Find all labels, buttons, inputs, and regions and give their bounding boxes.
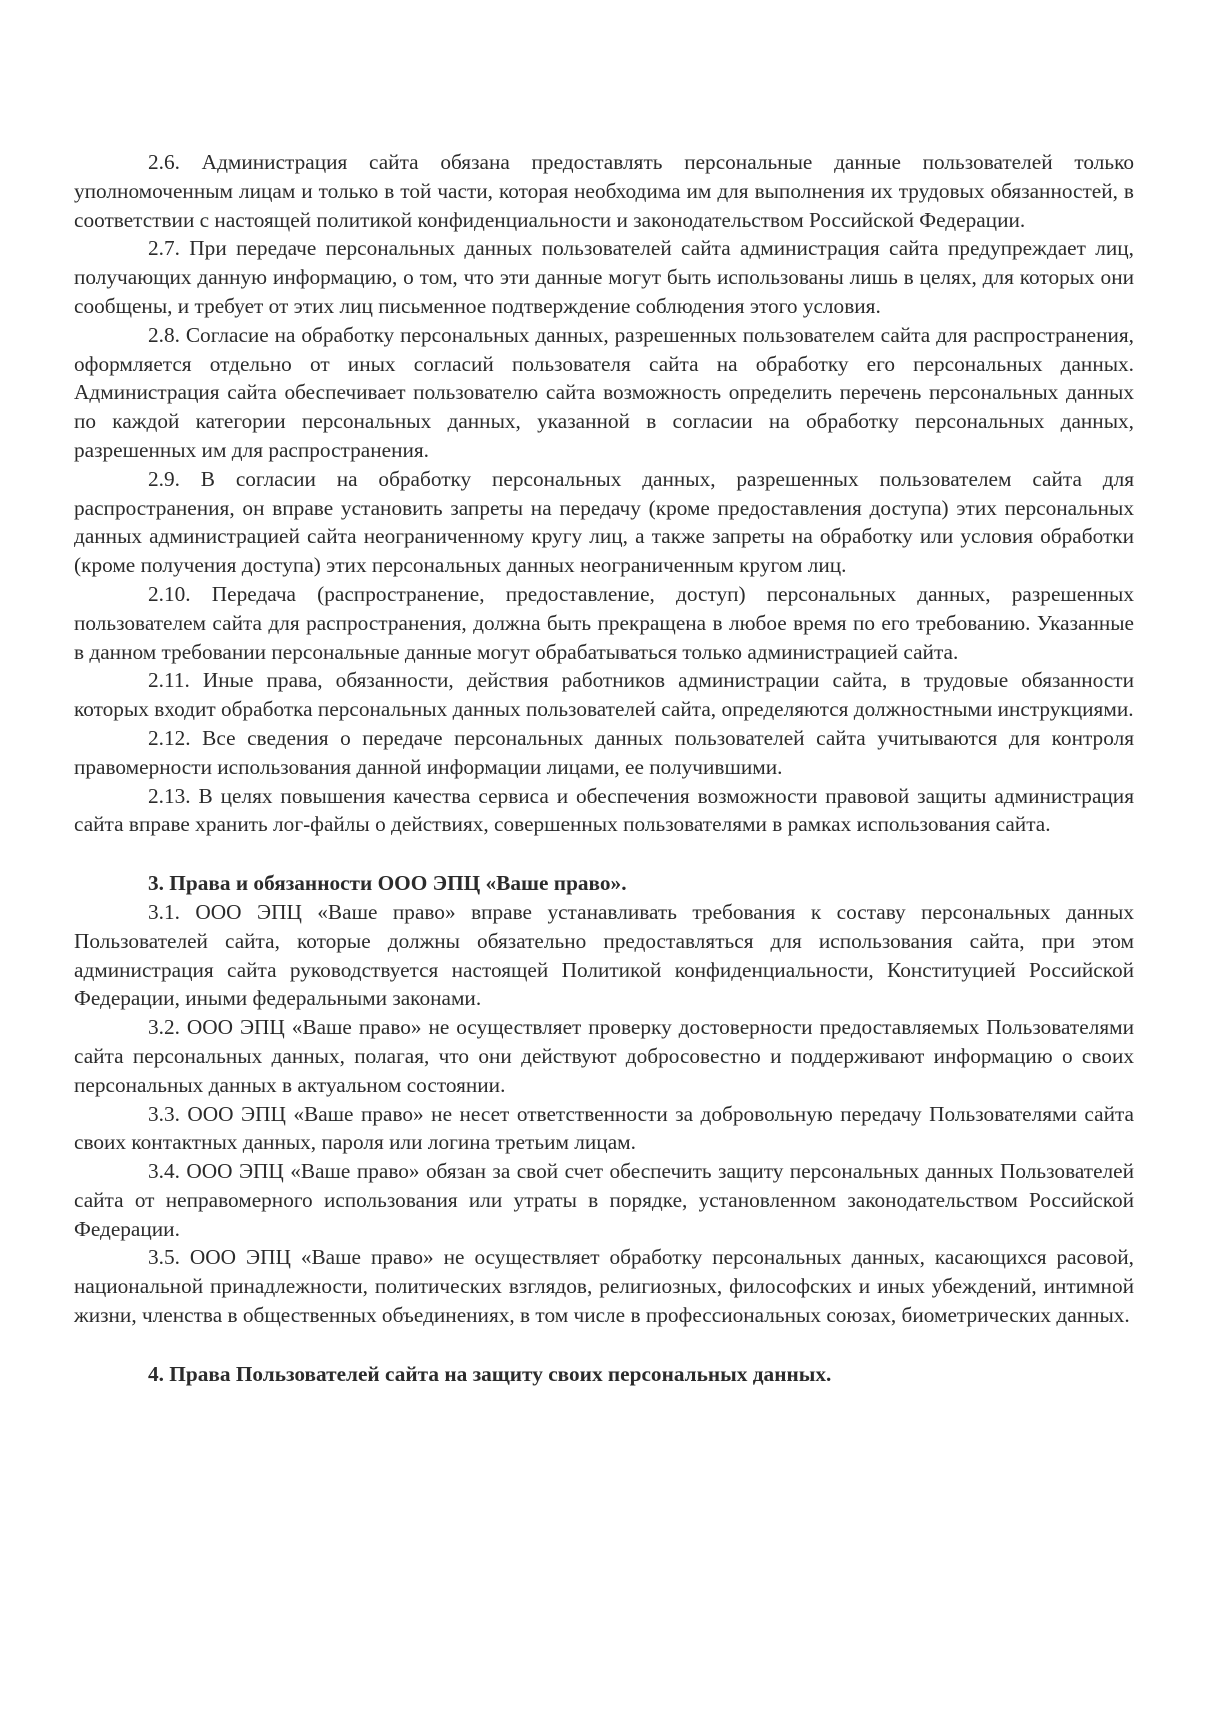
- section-4-heading: 4. Права Пользователей сайта на защиту своих персональных данных.: [148, 1361, 832, 1386]
- paragraph-3-3: 3.3. ООО ЭПЦ «Ваше право» не несет ответственности за добровольную передачу Пользователями сайта своих контактных данных, пароля или логина третьим лицам.: [74, 1101, 1134, 1155]
- paragraph-2-9: 2.9. В согласии на обработку персональных данных, разрешенных пользователем сайта для распространения, он вправе установить запреты на передачу (кроме предоставления доступа) этих персональных данных администрацией сайта неограниченному кругу лиц, а также запреты на обработку или условия обработки (кроме получения доступа) этих персональных данных неограниченным кругом лиц.: [74, 466, 1134, 578]
- paragraph-3-5: 3.5. ООО ЭПЦ «Ваше право» не осуществляет обработку персональных данных, касающихся расовой, национальной принадлежности, политических взглядов, религиозных, философских и иных убеждений, интимной жизни, членства в общественных объединениях, в том числе в профессиональных союзах, биометрических данных.: [74, 1245, 1134, 1328]
- paragraph-2-11: 2.11. Иные права, обязанности, действия работников администрации сайта, в трудовые обязанности которых входит обработка персональных данных пользователей сайта, определяются должностными инструкциями.: [74, 668, 1134, 722]
- paragraph-2-8: 2.8. Согласие на обработку персональных данных, разрешенных пользователем сайта для распространения, оформляется отдельно от иных согласий пользователя сайта на обработку его персональных данных. Администрация сайта обеспечивает пользователю сайта возможность определить перечень персональных данных по каждой категории персональных данных, указанной в согласии на обработку персональных данных, разрешенных им для распространения.: [74, 322, 1134, 462]
- paragraph-2-13: 2.13. В целях повышения качества сервиса и обеспечения возможности правовой защиты администрация сайта вправе хранить лог-файлы о действиях, совершенных пользователями в рамках использования сайта.: [74, 783, 1134, 837]
- paragraph-2-10: 2.10. Передача (распространение, предоставление, доступ) персональных данных, разрешенных пользователем сайта для распространения, должна быть прекращена в любое время по его требованию. Указанные в данном требовании персональные данные могут обрабатываться только администрацией сайта.: [74, 581, 1134, 664]
- paragraph-2-6: 2.6. Администрация сайта обязана предоставлять персональные данные пользователей только уполномоченным лицам и только в той части, которая необходима им для выполнения их трудовых обязанностей, в соответствии с настоящей политикой конфиденциальности и законодательством Российской Федерации.: [74, 150, 1134, 232]
- paragraph-3-4: 3.4. ООО ЭПЦ «Ваше право» обязан за свой счет обеспечить защиту персональных данных Пользователей сайта от неправомерного использования или утраты в порядке, установленном законодательством Российской Федерации.: [74, 1159, 1134, 1241]
- paragraph-2-7: 2.7. При передаче персональных данных пользователей сайта администрация сайта предупреждает лиц, получающих данную информацию, о том, что эти данные могут быть использованы лишь в целях, для которых они сообщены, и требует от этих лиц письменное подтверждение соблюдения этого условия.: [74, 236, 1134, 318]
- paragraph-3-2: 3.2. ООО ЭПЦ «Ваше право» не осуществляет проверку достоверности предоставляемых Пользователями сайта персональных данных, полагая, что они действуют добросовестно и поддерживают информацию о своих персональных данных в актуальном состоянии.: [74, 1015, 1134, 1097]
- section-3-heading: 3. Права и обязанности ООО ЭПЦ «Ваше право».: [148, 871, 627, 896]
- paragraph-2-12: 2.12. Все сведения о передаче персональных данных пользователей сайта учитываются для контроля правомерности использования данной информации лицами, ее получившими.: [74, 725, 1134, 779]
- paragraph-3-1: 3.1. ООО ЭПЦ «Ваше право» вправе устанавливать требования к составу персональных данных Пользователей сайта, которые должны обязательно предоставляться для использования сайта, при этом администрация сайта руководствуется настоящей Политикой конфиденциальности, Конституцией Российской Федерации, иными федеральными законами.: [74, 899, 1134, 1011]
